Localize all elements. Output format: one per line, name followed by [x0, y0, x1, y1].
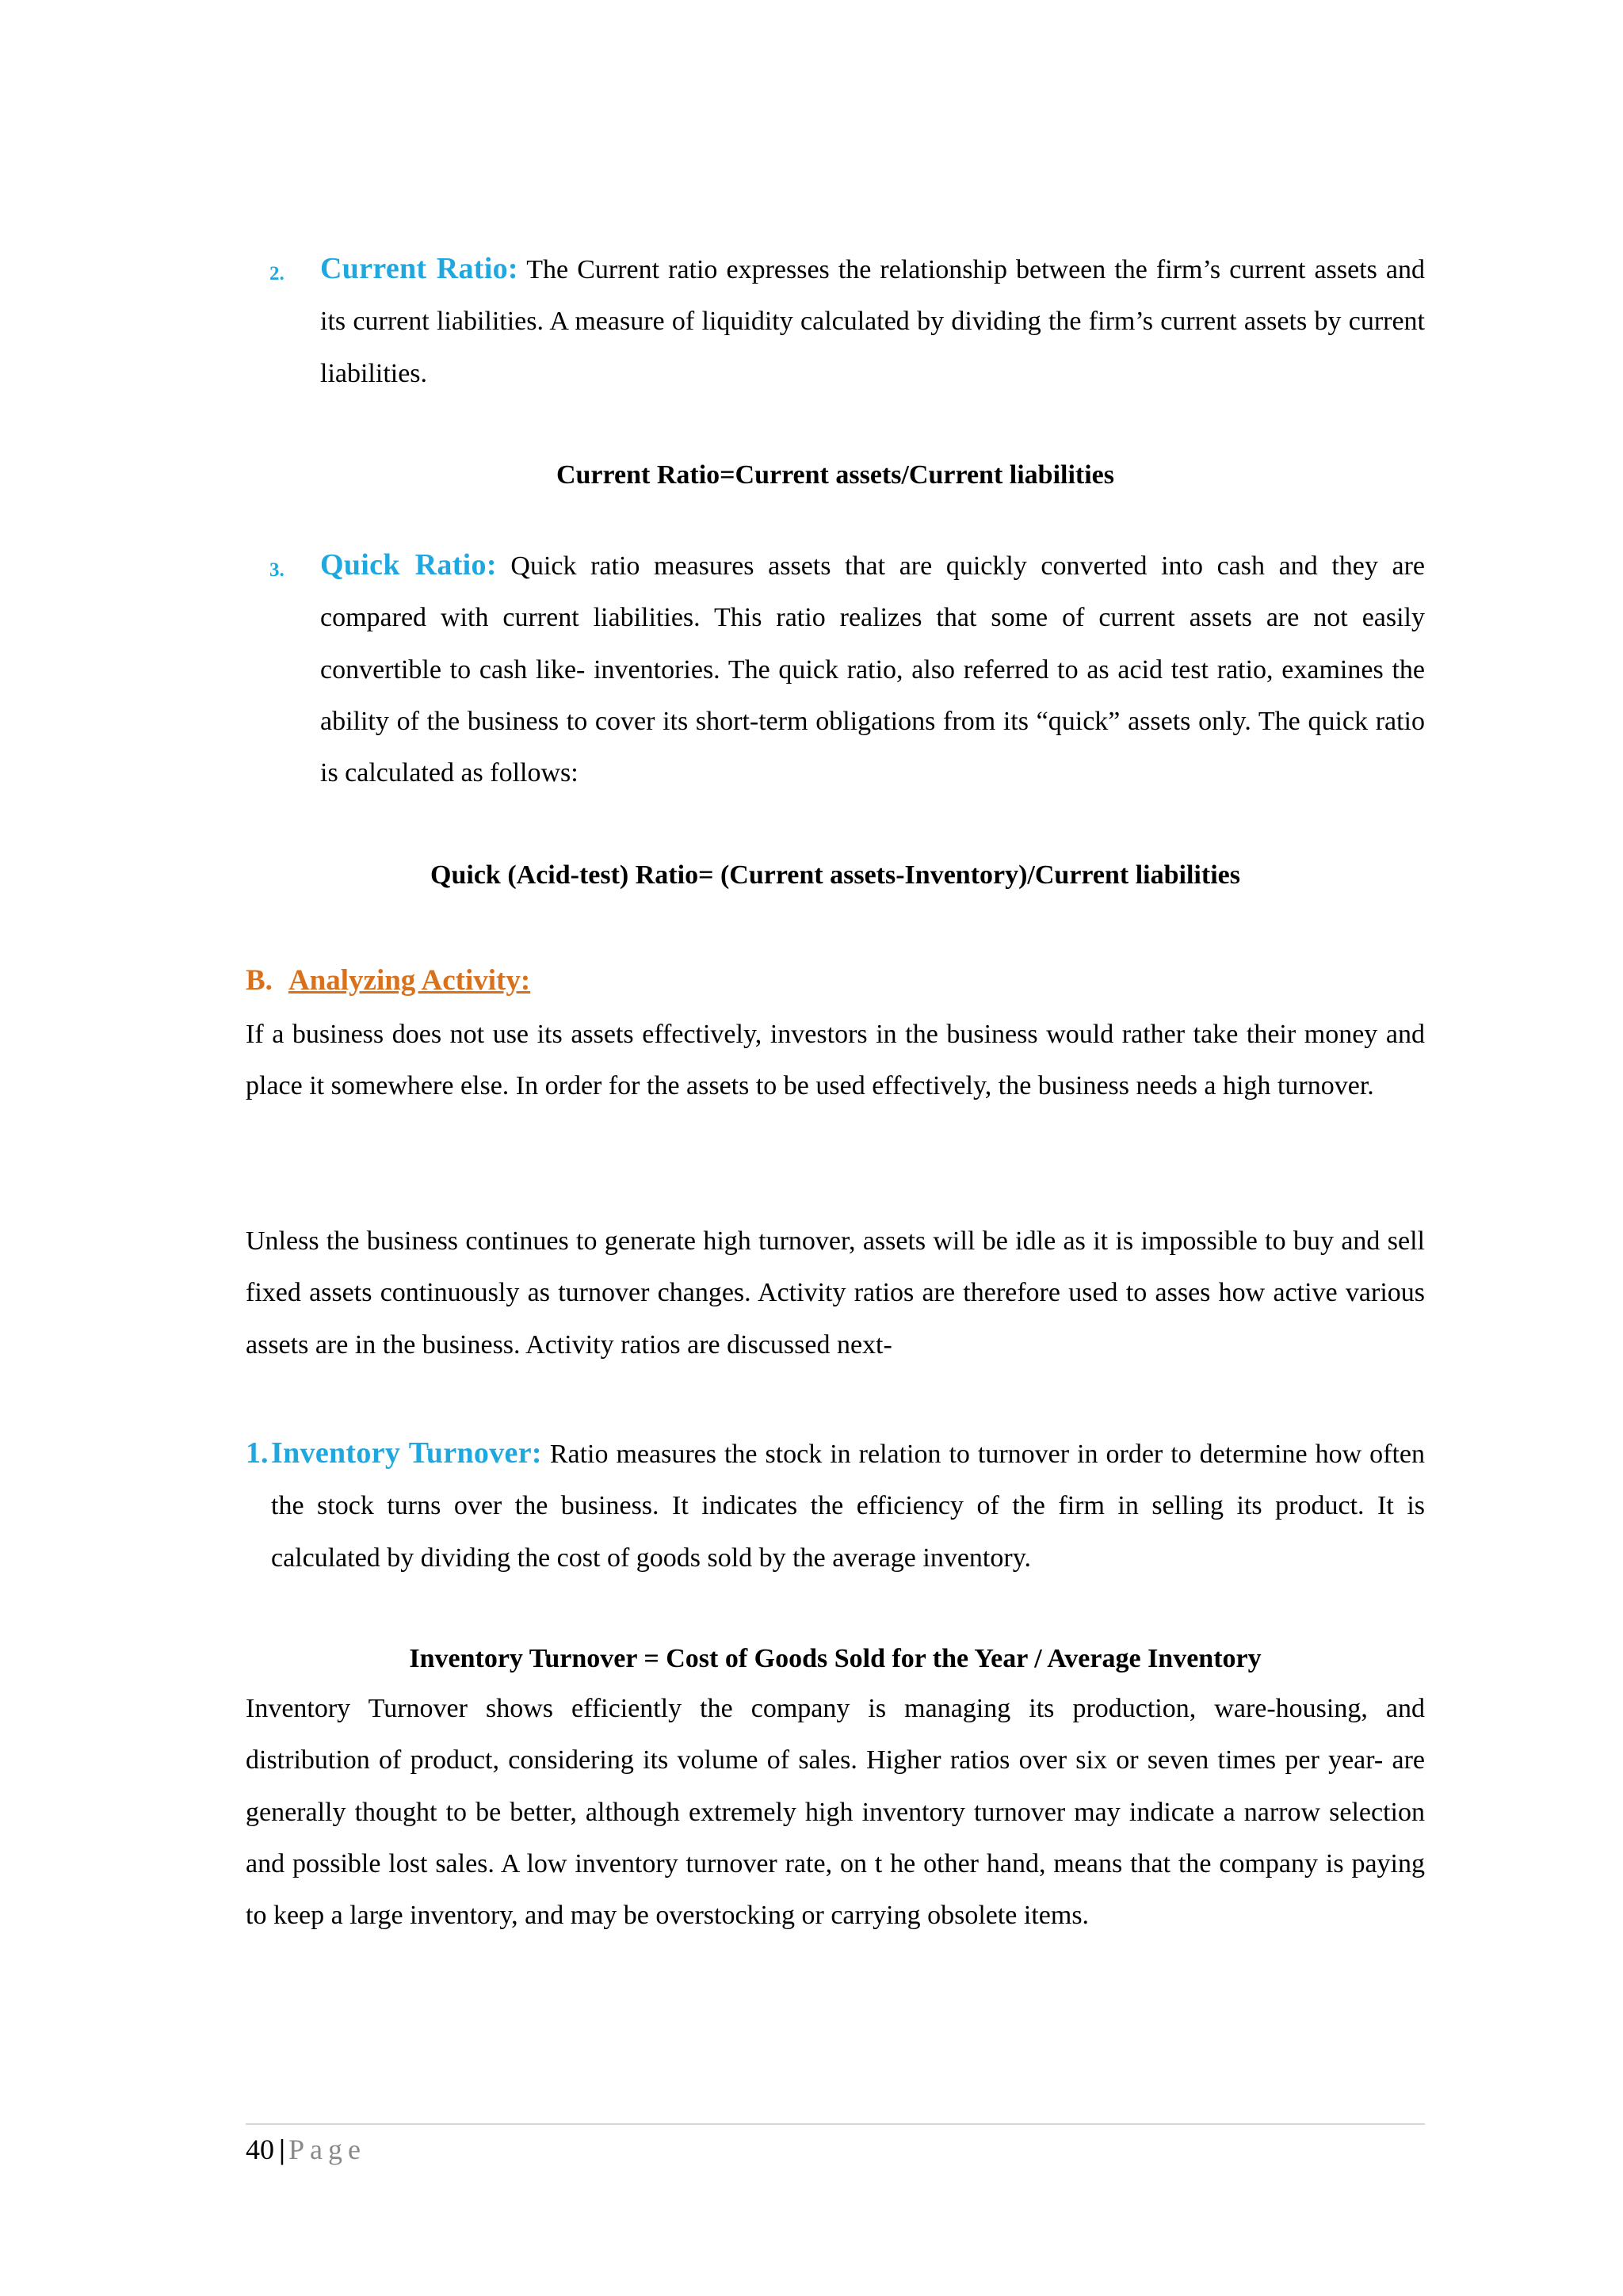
list-item-inventory-turnover: [246, 1428, 1425, 1584]
term-inventory-turnover: Inventory Turnover:: [271, 1436, 542, 1470]
list-number: 2.: [269, 263, 285, 284]
formula-quick-ratio: Quick (Acid-test) Ratio= (Current assets-Inventory)/Current liabilities: [430, 860, 1240, 890]
formula-current-ratio: Current Ratio=Current assets/Current liabilities: [556, 460, 1115, 490]
footer-divider: [246, 2123, 1425, 2125]
page-footer: [246, 2131, 366, 2168]
list-item-body: [271, 1428, 1425, 1584]
list-item-quick-ratio: [269, 540, 1425, 799]
list-number: 3.: [269, 559, 285, 581]
section-letter: B.: [246, 964, 273, 997]
page-number: 40: [246, 2134, 274, 2165]
list-item-text: Ratio measures the stock in relation to turnover in order to determine how often the stock turns over the business. It indicates the efficiency of the firm in selling its product. It is calculated by dividing the cost of goods sold by the average inventory.: [271, 1440, 1425, 1573]
term-current-ratio: Current Ratio:: [320, 252, 518, 285]
paragraph-activity-more: Unless the business continues to generate high turnover, assets will be idle as it is impossible to buy and sell fixed assets continuously as turnover changes. Activity ratios are therefore used to asses how active various assets are in the business. Activity ratios are discussed next-: [246, 1226, 1425, 1360]
list-item-current-ratio: [269, 243, 1425, 399]
paragraph-activity-intro: If a business does not use its assets effectively, investors in the business would rather take their money and place it somewhere else. In order for the assets to be used effectively, the business needs a high turnover.: [246, 1020, 1425, 1101]
list-item-body: [320, 243, 1425, 399]
section-title: Analyzing Activity:: [288, 964, 531, 997]
formula-inventory-turnover: Inventory Turnover = Cost of Goods Sold for the Year / Average Inventory: [409, 1644, 1262, 1673]
list-item-text: Quick ratio measures assets that are quickly converted into cash and they are compared with current liabilities. This ratio realizes that some of current assets are not easily convertible to cash like- inventories. The quick ratio, also referred to as acid test ratio, examines the ability of the business to cover its short-term obligations from its “quick” assets only. The quick ratio is calculated as follows:: [320, 551, 1425, 788]
footer-separator: |: [279, 2134, 285, 2165]
list-number: 1.: [246, 1436, 269, 1470]
page-label: Page: [288, 2134, 366, 2165]
section-heading-analyzing-activity: [246, 963, 530, 998]
list-item-body: [320, 540, 1425, 799]
term-quick-ratio: Quick Ratio:: [320, 548, 497, 582]
list-item-text: The Current ratio expresses the relationship between the firm’s current assets and its current liabilities. A measure of liquidity calculated by dividing the firm’s current assets by current liabilities.: [320, 255, 1425, 388]
paragraph-inventory-explanation: Inventory Turnover shows efficiently the company is managing its production, ware-housing, and distribution of product, considering its volume of sales. Higher ratios over six or seven times per year- are generally thought to be better, although extremely high inventory turnover may indicate a narrow selection and possible lost sales. A low inventory turnover rate, on t he other hand, means that the company is paying to keep a large inventory, and may be overstocking or carrying obsolete items.: [246, 1694, 1425, 1931]
